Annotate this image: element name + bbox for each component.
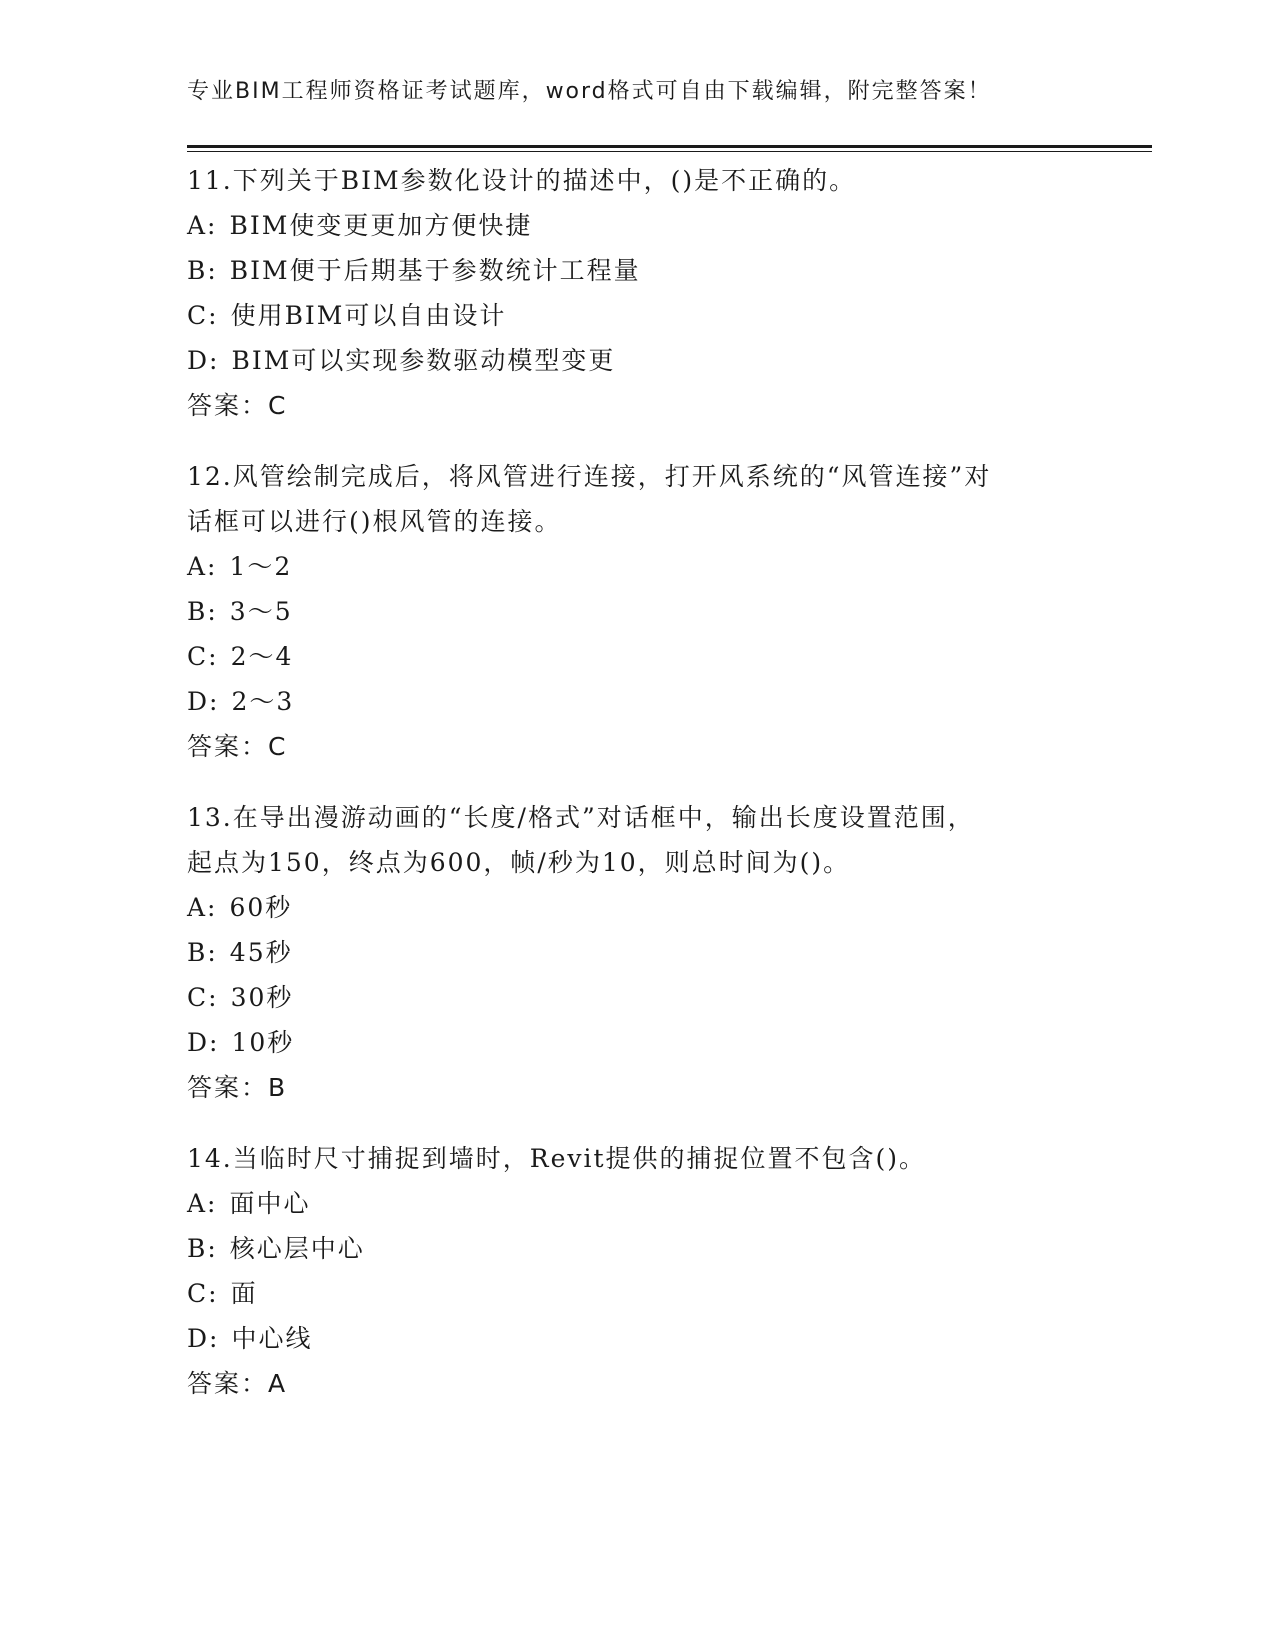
option-text: 面中心: [229, 1189, 311, 1218]
option-text: 3～5: [229, 597, 293, 626]
option-c: [187, 1271, 1127, 1316]
option-text: BIM使变更更加方便快捷: [229, 211, 533, 240]
option-a: [187, 885, 1127, 930]
option-text: 1～2: [229, 552, 293, 581]
question-13: [187, 795, 1127, 1110]
option-text: 30秒: [230, 983, 294, 1012]
answer-line: 答案：B: [187, 1073, 288, 1102]
header-note: 专业BIM工程师资格证考试题库，word格式可自由下载编辑，附完整答案！: [187, 79, 992, 104]
option-letter: A:: [187, 893, 218, 922]
option-letter: A:: [187, 211, 218, 240]
option-c: [187, 975, 1127, 1020]
option-text: 面: [230, 1279, 258, 1308]
option-text: BIM便于后期基于参数统计工程量: [229, 256, 641, 285]
question-stem: [187, 158, 1127, 203]
option-letter: A:: [187, 1189, 218, 1218]
option-letter: D:: [187, 1324, 220, 1353]
option-b: [187, 589, 1127, 634]
option-text: BIM可以实现参数驱动模型变更: [231, 346, 616, 375]
answer-line: 答案：C: [187, 391, 288, 420]
option-b: [187, 248, 1127, 293]
option-letter: A:: [187, 552, 218, 581]
question-stem: [187, 454, 1127, 544]
option-d: [187, 679, 1127, 724]
option-text: 2～4: [230, 642, 294, 671]
question-list: [187, 158, 1127, 1432]
question-stem: [187, 1136, 1127, 1181]
question-line: 13.在导出漫游动画的“长度/格式”对话框中，输出长度设置范围，: [187, 803, 975, 832]
option-text: 核心层中心: [229, 1234, 365, 1263]
answer-line: 答案：A: [187, 1369, 288, 1398]
option-letter: B:: [187, 1234, 218, 1263]
question-line: 14.当临时尺寸捕捉到墙时，Revit提供的捕捉位置不包含()。: [187, 1144, 927, 1173]
question-line: 11.下列关于BIM参数化设计的描述中，()是不正确的。: [187, 166, 857, 195]
option-letter: D:: [187, 346, 220, 375]
option-letter: B:: [187, 597, 218, 626]
option-letter: D:: [187, 687, 220, 716]
question-12: [187, 454, 1127, 769]
question-line: 12.风管绘制完成后，将风管进行连接，打开风系统的“风管连接”对: [187, 462, 992, 491]
question-14: [187, 1136, 1127, 1406]
option-a: [187, 203, 1127, 248]
option-text: 中心线: [231, 1324, 313, 1353]
question-line: 话框可以进行()根风管的连接。: [187, 507, 562, 536]
question-line: 起点为150，终点为600，帧/秒为10，则总时间为()。: [187, 848, 851, 877]
option-letter: B:: [187, 256, 218, 285]
option-letter: C:: [187, 983, 219, 1012]
question-11: [187, 158, 1127, 428]
option-c: [187, 293, 1127, 338]
option-letter: C:: [187, 301, 219, 330]
option-text: 10秒: [231, 1028, 295, 1057]
header-rule-thin: [187, 151, 1152, 152]
header-rule-thick: [187, 145, 1152, 148]
option-b: [187, 1226, 1127, 1271]
option-text: 60秒: [229, 893, 293, 922]
answer-line: 答案：C: [187, 732, 288, 761]
option-text: 45秒: [229, 938, 293, 967]
option-d: [187, 1020, 1127, 1065]
option-text: 2～3: [231, 687, 295, 716]
option-letter: B:: [187, 938, 218, 967]
option-letter: C:: [187, 642, 219, 671]
option-d: [187, 338, 1127, 383]
option-text: 使用BIM可以自由设计: [230, 301, 507, 330]
question-stem: [187, 795, 1127, 885]
option-b: [187, 930, 1127, 975]
option-a: [187, 1181, 1127, 1226]
option-d: [187, 1316, 1127, 1361]
option-letter: C:: [187, 1279, 219, 1308]
option-letter: D:: [187, 1028, 220, 1057]
option-c: [187, 634, 1127, 679]
option-a: [187, 544, 1127, 589]
